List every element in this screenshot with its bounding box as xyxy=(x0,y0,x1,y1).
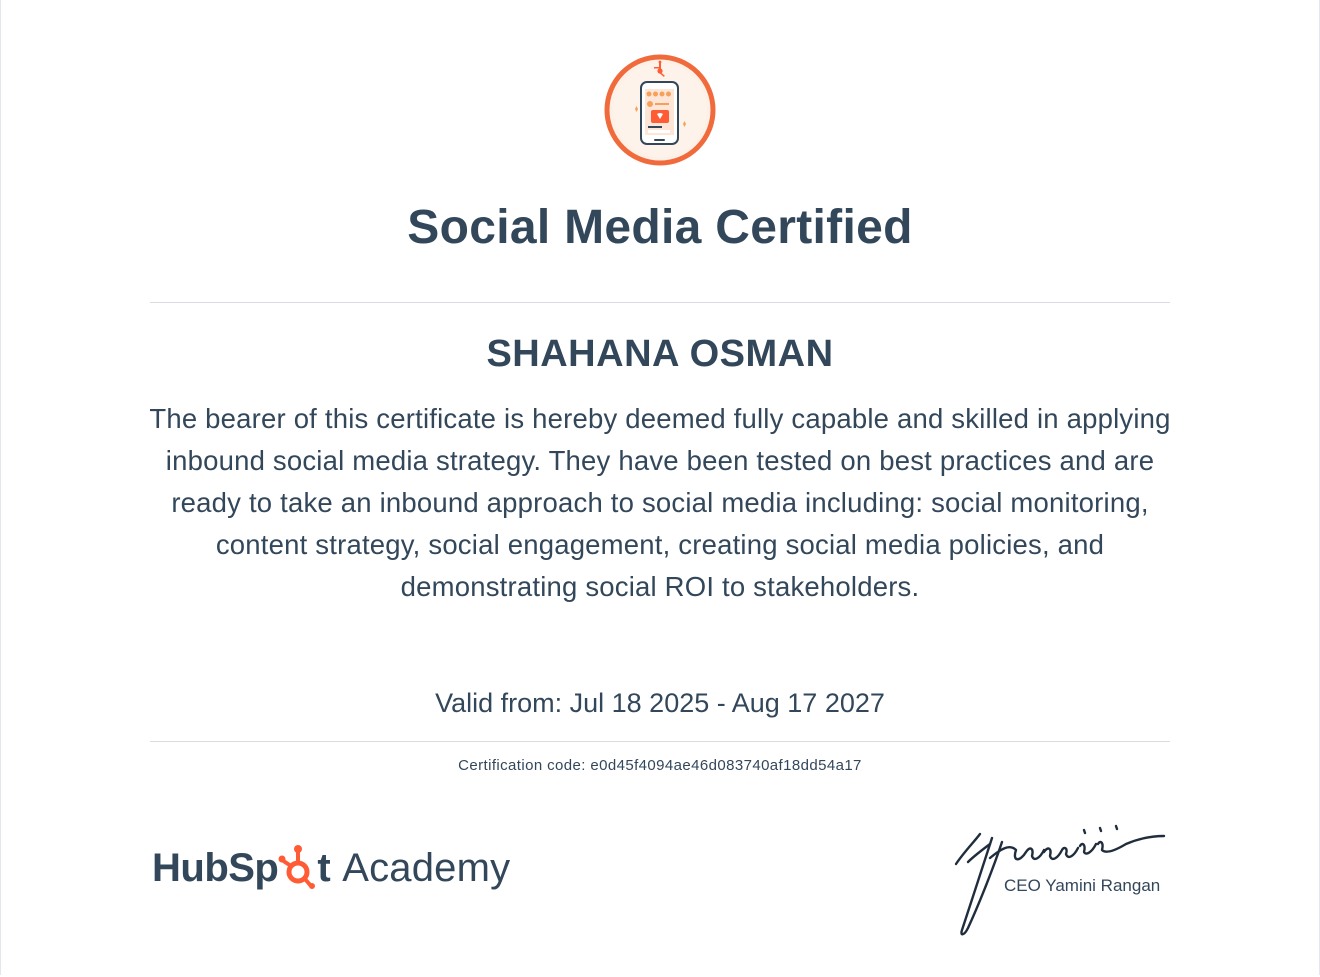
certificate-description: The bearer of this certificate is hereby deemed fully capable and skilled in applying inbound social media strategy. They have been tested on best practices and are ready to take an inbound approach to social media including: social monitoring, content strategy, social engagement, creating social media policies, and demonstrating social ROI to stakeholders. xyxy=(149,403,1171,602)
certification-code: Certification code: e0d45f4094ae46d083740af18dd54a17 xyxy=(458,757,862,774)
hubspot-academy-logo xyxy=(152,840,510,896)
divider xyxy=(150,302,1170,303)
ceo-signer-name: CEO Yamini Rangan xyxy=(1004,876,1161,895)
hubspot-wordmark xyxy=(152,844,330,892)
social-media-badge-icon xyxy=(603,53,717,167)
validity-period: Valid from: Jul 18 2025 - Aug 17 2027 xyxy=(435,688,885,718)
divider xyxy=(150,741,1170,742)
logo-hub-text: HubSp xyxy=(152,845,279,890)
certificate-title: Social Media Certified xyxy=(407,201,913,254)
logo-t-text: t xyxy=(317,845,331,890)
hubspot-sprocket-icon xyxy=(278,842,318,890)
logo-academy-text: Academy xyxy=(342,845,511,890)
recipient-name: SHAHANA OSMAN xyxy=(486,333,834,375)
